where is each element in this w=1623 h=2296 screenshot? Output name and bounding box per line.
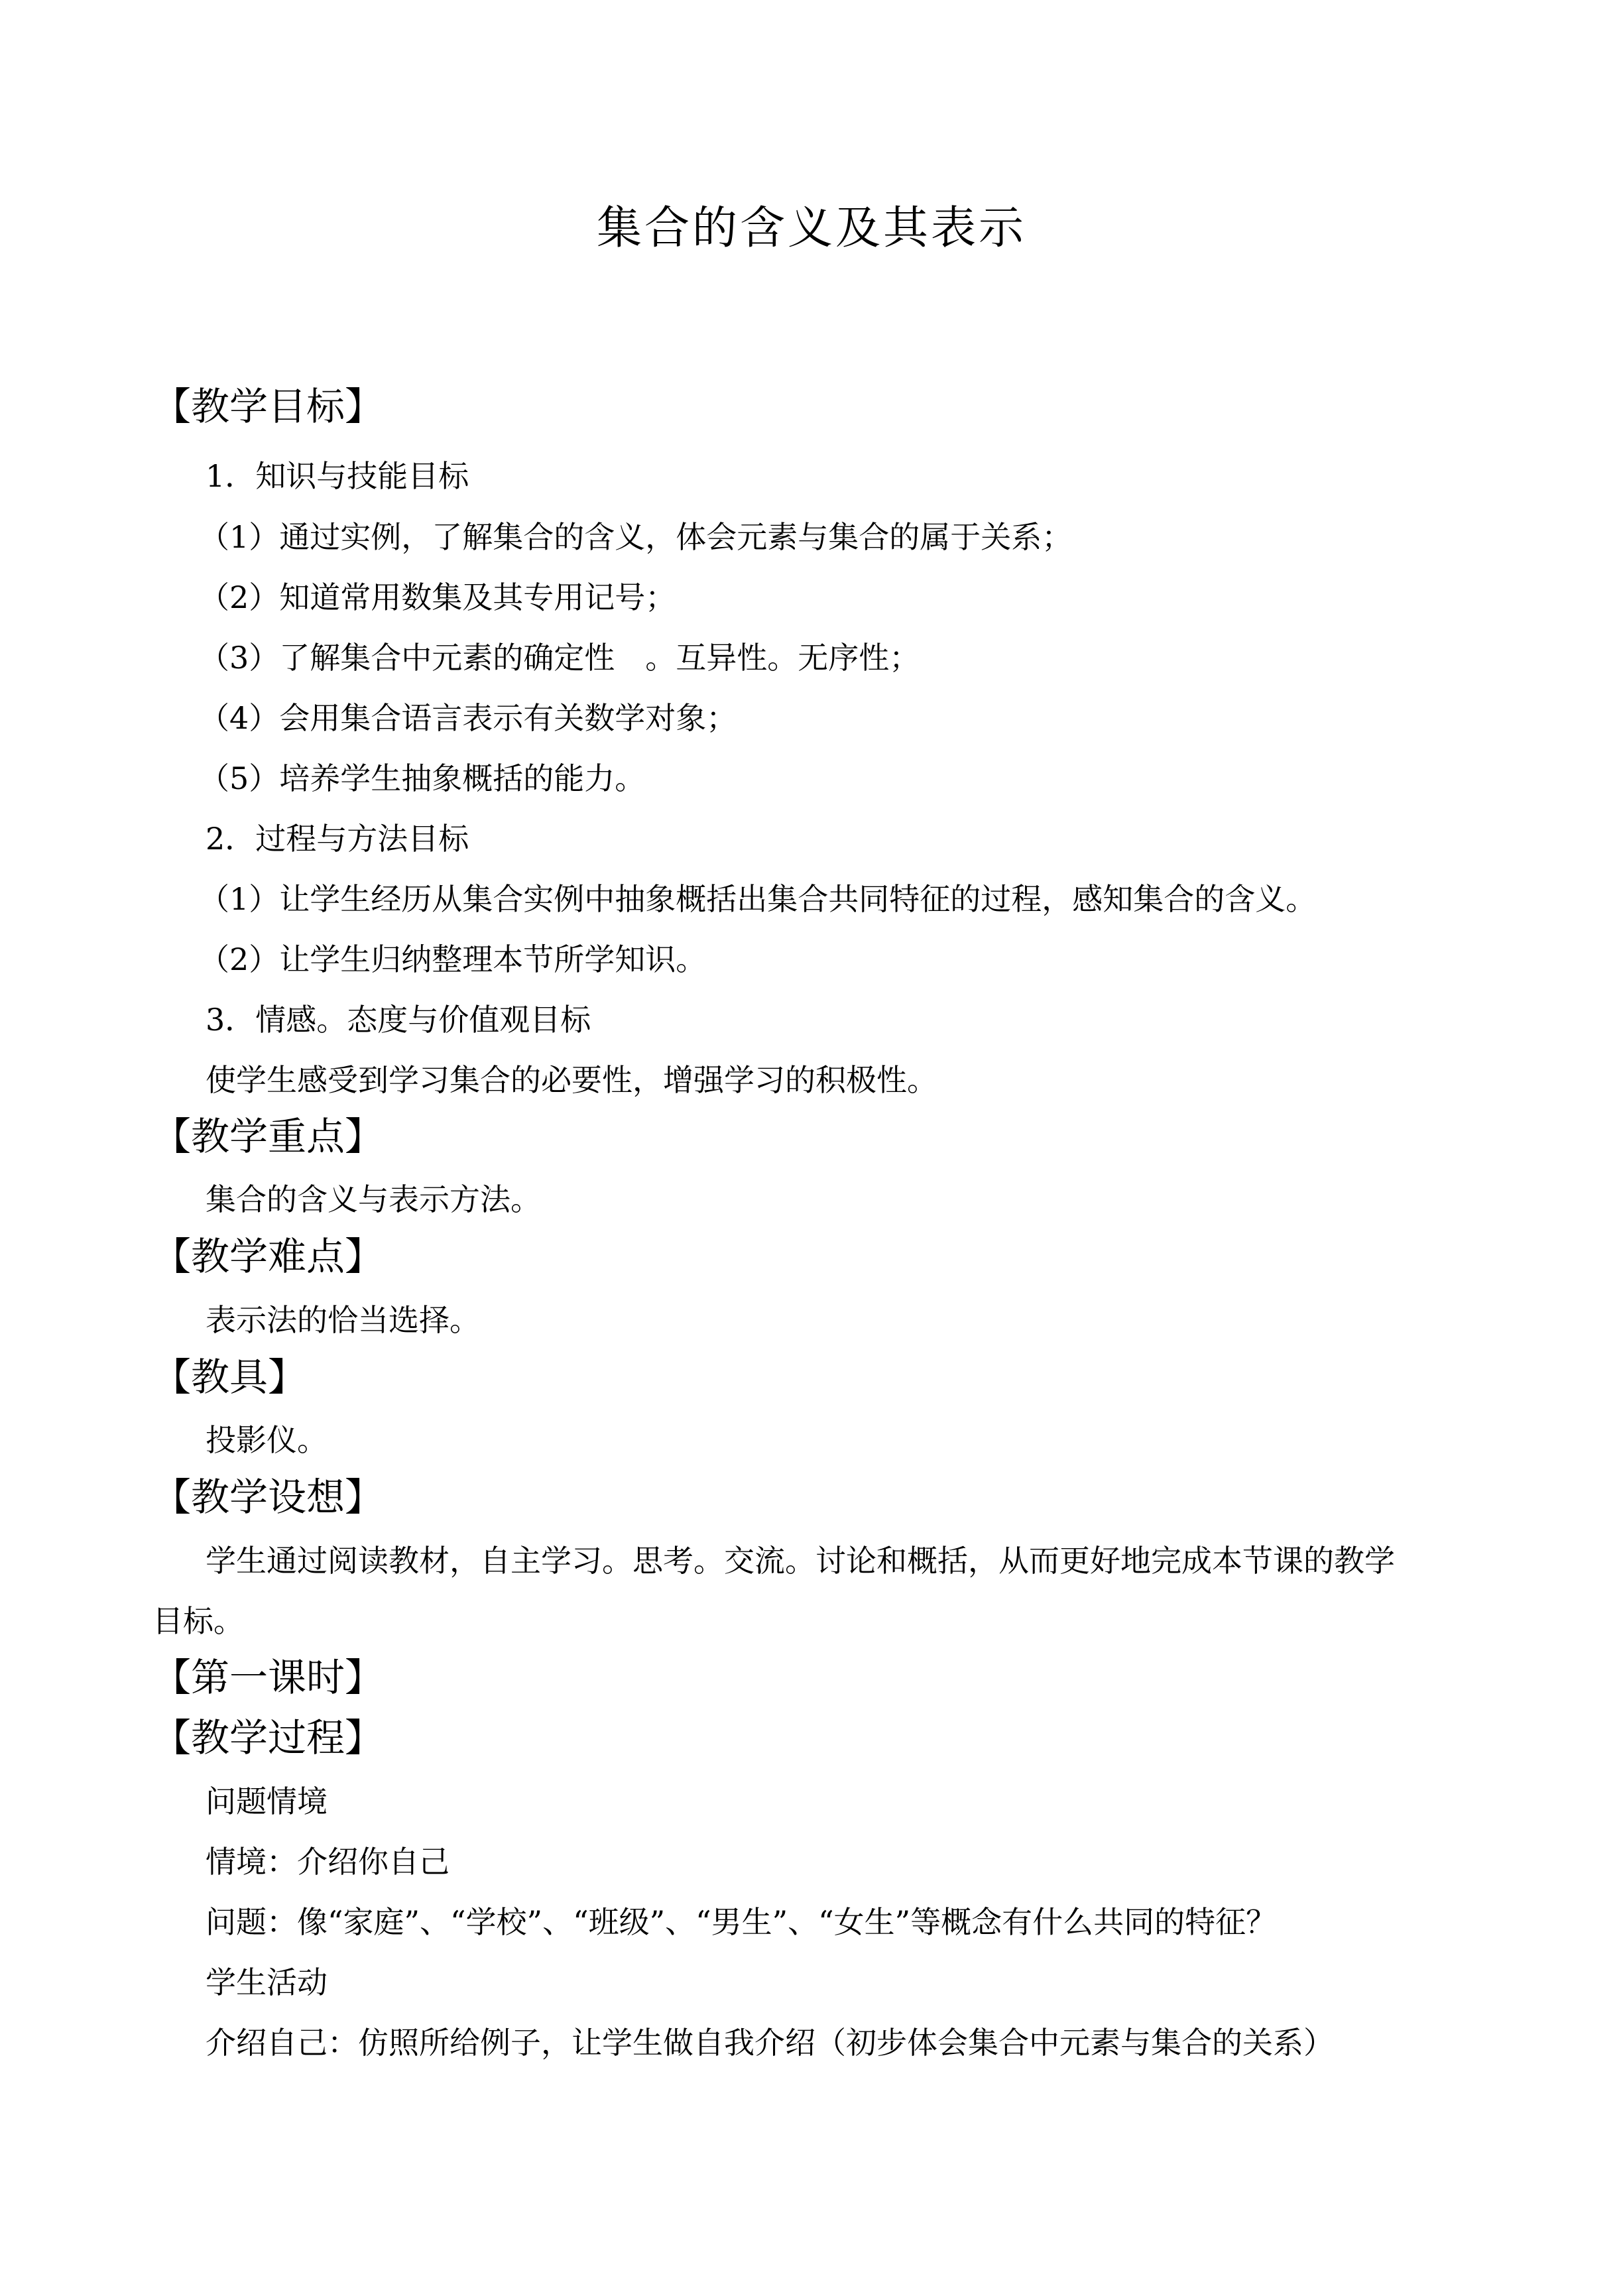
process-line: 问题情境 [206, 1783, 328, 1819]
heading-objectives: 【教学目标】 [152, 384, 384, 429]
objectives-sub2-item: （2）让学生归纳整理本节所学知识。 [199, 941, 707, 977]
key-points-text: 集合的含义与表示方法。 [206, 1181, 541, 1217]
process-line: 介绍自己：仿照所给例子，让学生做自我介绍（初步体会集合中元素与集合的关系） [206, 2025, 1334, 2061]
heading-design: 【教学设想】 [152, 1475, 384, 1520]
process-line: 情境：介绍你自己 [206, 1844, 450, 1880]
design-text-line2: 目标。 [152, 1603, 244, 1639]
heading-difficulties: 【教学难点】 [152, 1234, 384, 1279]
heading-tools: 【教具】 [152, 1355, 307, 1400]
objectives-sub1-item: （3）了解集合中元素的确定性 。互异性。无序性； [199, 640, 920, 676]
objectives-sub1-item: （4）会用集合语言表示有关数学对象； [199, 700, 737, 736]
document-title: 集合的含义及其表示 [596, 202, 1026, 255]
objectives-sub1-item: （1）通过实例，了解集合的含义，体会元素与集合的属于关系； [199, 519, 1073, 555]
objectives-sub3-text: 使学生感受到学习集合的必要性，增强学习的积极性。 [206, 1062, 937, 1098]
design-text-line1: 学生通过阅读教材，自主学习。思考。交流。讨论和概括，从而更好地完成本节课的教学 [206, 1543, 1395, 1579]
objectives-sub1-item: （2）知道常用数集及其专用记号； [199, 579, 676, 615]
heading-lesson: 【第一课时】 [152, 1655, 384, 1700]
heading-process: 【教学过程】 [152, 1715, 384, 1760]
objectives-sub2-item: （1）让学生经历从集合实例中抽象概括出集合共同特征的过程，感知集合的含义。 [199, 881, 1317, 917]
difficulties-text: 表示法的恰当选择。 [206, 1302, 480, 1338]
objectives-sub1-item: （5）培养学生抽象概括的能力。 [199, 760, 646, 796]
objectives-sub3-title: 3．情感。态度与价值观目标 [206, 1002, 591, 1038]
process-line: 学生活动 [206, 1964, 328, 2000]
objectives-sub1-title: 1．知识与技能目标 [206, 458, 469, 494]
objectives-sub2-title: 2．过程与方法目标 [206, 821, 469, 857]
tools-text: 投影仪。 [206, 1422, 328, 1458]
process-line: 问题：像“家庭”、“学校”、“班级”、“男生”、“女生”等概念有什么共同的特征？ [206, 1904, 1277, 1940]
heading-key-points: 【教学重点】 [152, 1114, 384, 1159]
